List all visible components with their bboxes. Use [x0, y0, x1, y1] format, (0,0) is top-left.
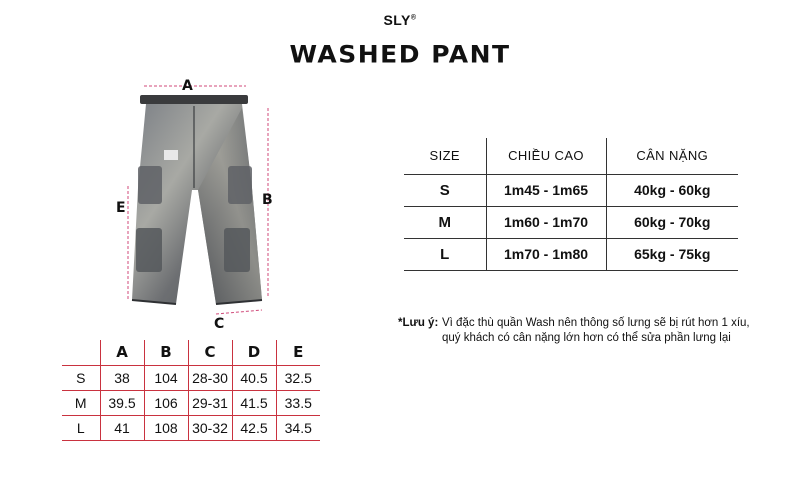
table-cell: 32.5: [276, 365, 320, 390]
brand-logo: SLY®: [383, 12, 417, 28]
table-cell: 106: [144, 390, 188, 415]
height-cell: 1m45 - 1m65: [486, 174, 606, 206]
table-row: [62, 390, 320, 415]
table-cell: 38: [100, 365, 144, 390]
size-header-row: [404, 138, 738, 174]
table-cell: 108: [144, 415, 188, 440]
size-cell: M: [404, 206, 486, 238]
table-row: [404, 174, 738, 206]
label-patch: [164, 150, 178, 160]
waistband: [140, 95, 248, 104]
table-cell: 41: [100, 415, 144, 440]
header-d: D: [232, 340, 276, 365]
lower-pocket-left: [136, 228, 162, 272]
header-c: C: [188, 340, 232, 365]
weight-cell: 60kg - 70kg: [606, 206, 738, 238]
table-row: [62, 365, 320, 390]
height-cell: 1m60 - 1m70: [486, 206, 606, 238]
table-cell: 29-31: [188, 390, 232, 415]
dim-label-e: E: [116, 200, 126, 216]
lower-pocket-right: [224, 228, 250, 272]
header-weight: CÂN NẶNG: [606, 138, 738, 174]
weight-cell: 65kg - 75kg: [606, 238, 738, 270]
table-cell: 39.5: [100, 390, 144, 415]
dim-label-c: C: [214, 316, 225, 332]
table-cell: 33.5: [276, 390, 320, 415]
row-size: M: [62, 390, 100, 415]
table-row: [404, 206, 738, 238]
row-size: S: [62, 365, 100, 390]
page-title: WASHED PANT: [289, 40, 511, 69]
row-size: L: [62, 415, 100, 440]
table-cell: 34.5: [276, 415, 320, 440]
table-cell: 30-32: [188, 415, 232, 440]
dim-line-c: [216, 310, 262, 314]
table-cell: 40.5: [232, 365, 276, 390]
note-text: Vì đặc thù quần Wash nên thông số lưng sẽ bị rút hơn 1 xíu, quý khách có cân nặng lớn hơn có thể sửa phần lưng lại: [442, 317, 750, 344]
table-row: [62, 415, 320, 440]
table-cell: 104: [144, 365, 188, 390]
table-row: [404, 238, 738, 270]
size-cell: S: [404, 174, 486, 206]
header-height: CHIỀU CAO: [486, 138, 606, 174]
header-e: E: [276, 340, 320, 365]
weight-cell: 40kg - 60kg: [606, 174, 738, 206]
cargo-pocket-left: [138, 166, 162, 204]
size-table: [404, 138, 738, 271]
table-cell: 28-30: [188, 365, 232, 390]
size-cell: L: [404, 238, 486, 270]
care-note: [398, 316, 758, 346]
table-cell: 42.5: [232, 415, 276, 440]
dim-label-a: A: [182, 78, 193, 94]
cargo-pocket-right: [228, 166, 252, 204]
header-size: SIZE: [404, 138, 486, 174]
height-cell: 1m70 - 1m80: [486, 238, 606, 270]
table-cell: 41.5: [232, 390, 276, 415]
note-label: *Lưu ý:: [398, 317, 439, 329]
header-b: B: [144, 340, 188, 365]
measurement-table: [62, 340, 320, 441]
measurement-header-row: [62, 340, 320, 365]
header-a: A: [100, 340, 144, 365]
dim-label-b: B: [262, 192, 273, 208]
